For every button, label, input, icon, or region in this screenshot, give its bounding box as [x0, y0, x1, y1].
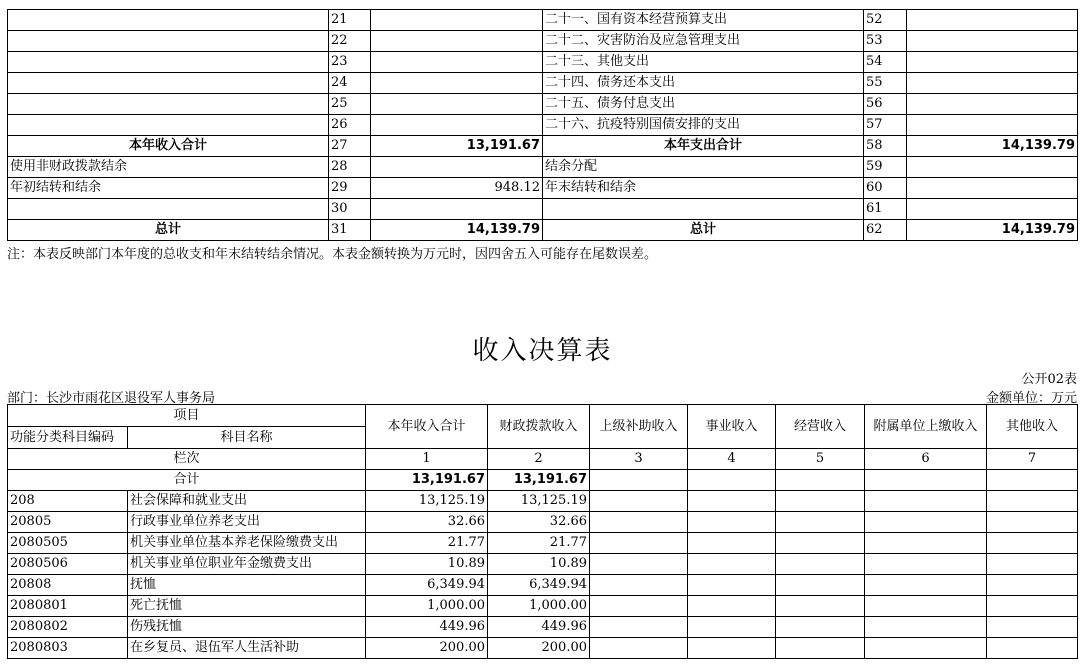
empty-cell	[590, 596, 688, 617]
income-total: 1,000.00	[366, 596, 488, 617]
col-index-4: 4	[688, 449, 776, 470]
table-row	[8, 491, 1078, 512]
table-row	[8, 575, 1078, 596]
empty-cell	[776, 512, 865, 533]
income-total: 200.00	[366, 638, 488, 659]
right-item: 结余分配	[543, 157, 864, 178]
col-index-5: 5	[776, 449, 865, 470]
left-amount	[371, 157, 543, 178]
empty-cell	[987, 617, 1078, 638]
income-total: 6,349.94	[366, 575, 488, 596]
right-line-no: 60	[864, 178, 907, 199]
total-col-2: 13,191.67	[488, 470, 590, 491]
right-amount	[907, 115, 1078, 136]
empty-cell	[865, 491, 987, 512]
total-col-7	[987, 470, 1078, 491]
table-row	[8, 617, 1078, 638]
header-col-5: 经营收入	[776, 405, 865, 449]
empty-cell	[688, 533, 776, 554]
left-line-no: 21	[329, 10, 371, 31]
right-item: 二十一、国有资本经营预算支出	[543, 10, 864, 31]
left-amount: 948.12	[371, 178, 543, 199]
left-line-no: 29	[329, 178, 371, 199]
income-total: 449.96	[366, 617, 488, 638]
col-index-1: 1	[366, 449, 488, 470]
page-title: 收入决算表	[472, 336, 613, 366]
right-line-no: 56	[864, 94, 907, 115]
header-col-4: 事业收入	[688, 405, 776, 449]
fiscal-income: 1,000.00	[488, 596, 590, 617]
total-col-5	[776, 470, 865, 491]
table-row	[8, 512, 1078, 533]
table-row	[8, 52, 1078, 73]
empty-cell	[590, 617, 688, 638]
right-line-no: 54	[864, 52, 907, 73]
empty-cell	[688, 596, 776, 617]
left-amount	[371, 199, 543, 220]
table-row	[8, 554, 1078, 575]
left-item	[8, 52, 329, 73]
income-total: 13,125.19	[366, 491, 488, 512]
subject-name: 机关事业单位基本养老保险缴费支出	[128, 533, 366, 554]
total-label: 合计	[8, 470, 366, 491]
header-col-7: 其他收入	[987, 405, 1078, 449]
empty-cell	[776, 554, 865, 575]
left-line-no: 26	[329, 115, 371, 136]
table-row	[8, 533, 1078, 554]
left-amount	[371, 73, 543, 94]
table-row	[8, 94, 1078, 115]
empty-cell	[987, 596, 1078, 617]
income-table	[7, 404, 1078, 659]
left-amount	[371, 52, 543, 73]
table-row	[8, 115, 1078, 136]
income-total: 32.66	[366, 512, 488, 533]
right-item	[543, 199, 864, 220]
right-line-no: 53	[864, 31, 907, 52]
header-col-3: 上级补助收入	[590, 405, 688, 449]
table-note: 注：本表反映部门本年度的总收支和年末结转结余情况。本表金额转换为万元时，因四舍五入可能存在尾数误差。	[7, 247, 658, 262]
header-name: 科目名称	[128, 427, 366, 449]
empty-cell	[987, 512, 1078, 533]
fiscal-income: 6,349.94	[488, 575, 590, 596]
right-line-no: 59	[864, 157, 907, 178]
department-label: 部门：长沙市雨花区退役军人事务局	[7, 391, 216, 406]
right-amount	[907, 52, 1078, 73]
total-col-6	[865, 470, 987, 491]
empty-cell	[590, 575, 688, 596]
left-item	[8, 94, 329, 115]
empty-cell	[987, 638, 1078, 659]
fiscal-income: 10.89	[488, 554, 590, 575]
left-line-no: 23	[329, 52, 371, 73]
table-row	[8, 73, 1078, 94]
left-amount	[371, 94, 543, 115]
empty-cell	[688, 512, 776, 533]
right-amount	[907, 199, 1078, 220]
left-amount	[371, 10, 543, 31]
right-amount	[907, 94, 1078, 115]
right-amount	[907, 31, 1078, 52]
fiscal-income: 21.77	[488, 533, 590, 554]
right-item: 年末结转和结余	[543, 178, 864, 199]
left-item: 总计	[8, 220, 329, 241]
left-line-no: 31	[329, 220, 371, 241]
left-item	[8, 31, 329, 52]
table-row	[8, 638, 1078, 659]
subject-name: 机关事业单位职业年金缴费支出	[128, 554, 366, 575]
right-item: 二十六、抗疫特别国债安排的支出	[543, 115, 864, 136]
right-item: 二十五、债务付息支出	[543, 94, 864, 115]
empty-cell	[590, 512, 688, 533]
col-index-3: 3	[590, 449, 688, 470]
right-amount	[907, 157, 1078, 178]
table-row	[8, 178, 1078, 199]
empty-cell	[776, 596, 865, 617]
table-row	[8, 10, 1078, 31]
right-amount: 14,139.79	[907, 136, 1078, 157]
empty-cell	[865, 596, 987, 617]
left-item	[8, 115, 329, 136]
left-amount: 14,139.79	[371, 220, 543, 241]
total-col-1: 13,191.67	[366, 470, 488, 491]
empty-cell	[688, 554, 776, 575]
total-col-4	[688, 470, 776, 491]
total-col-3	[590, 470, 688, 491]
table-row	[8, 596, 1078, 617]
subject-code: 20805	[8, 512, 128, 533]
subject-name: 死亡抚恤	[128, 596, 366, 617]
col-index-label: 栏次	[8, 449, 366, 470]
header-col-2: 财政拨款收入	[488, 405, 590, 449]
empty-cell	[590, 491, 688, 512]
empty-cell	[987, 575, 1078, 596]
empty-cell	[865, 533, 987, 554]
empty-cell	[865, 512, 987, 533]
left-item	[8, 10, 329, 31]
empty-cell	[987, 491, 1078, 512]
left-line-no: 22	[329, 31, 371, 52]
col-index-7: 7	[987, 449, 1078, 470]
empty-cell	[776, 575, 865, 596]
left-amount: 13,191.67	[371, 136, 543, 157]
subject-code: 2080506	[8, 554, 128, 575]
empty-cell	[865, 617, 987, 638]
left-item: 本年收入合计	[8, 136, 329, 157]
right-line-no: 62	[864, 220, 907, 241]
left-line-no: 24	[329, 73, 371, 94]
empty-cell	[776, 617, 865, 638]
header-col-1: 本年收入合计	[366, 405, 488, 449]
table-row	[8, 220, 1078, 241]
left-item: 年初结转和结余	[8, 178, 329, 199]
fiscal-income: 32.66	[488, 512, 590, 533]
subject-code: 2080801	[8, 596, 128, 617]
subject-code: 208	[8, 491, 128, 512]
header-item: 项目	[8, 405, 366, 427]
empty-cell	[590, 638, 688, 659]
left-line-no: 27	[329, 136, 371, 157]
table-row	[8, 31, 1078, 52]
empty-cell	[865, 575, 987, 596]
empty-cell	[987, 554, 1078, 575]
right-line-no: 55	[864, 73, 907, 94]
right-item: 本年支出合计	[543, 136, 864, 157]
right-amount	[907, 10, 1078, 31]
income-total: 21.77	[366, 533, 488, 554]
form-code: 公开02表	[1021, 372, 1077, 387]
left-item: 使用非财政拨款结余	[8, 157, 329, 178]
fiscal-income: 13,125.19	[488, 491, 590, 512]
subject-code: 2080505	[8, 533, 128, 554]
right-line-no: 57	[864, 115, 907, 136]
right-amount: 14,139.79	[907, 220, 1078, 241]
table-row	[8, 199, 1078, 220]
left-line-no: 28	[329, 157, 371, 178]
right-item: 二十二、灾害防治及应急管理支出	[543, 31, 864, 52]
right-item: 二十四、债务还本支出	[543, 73, 864, 94]
right-line-no: 58	[864, 136, 907, 157]
right-item: 二十三、其他支出	[543, 52, 864, 73]
empty-cell	[688, 575, 776, 596]
table-row	[8, 136, 1078, 157]
subject-name: 伤残抚恤	[128, 617, 366, 638]
right-amount	[907, 178, 1078, 199]
empty-cell	[776, 491, 865, 512]
empty-cell	[987, 533, 1078, 554]
empty-cell	[688, 491, 776, 512]
subject-name: 在乡复员、退伍军人生活补助	[128, 638, 366, 659]
right-line-no: 52	[864, 10, 907, 31]
empty-cell	[865, 638, 987, 659]
empty-cell	[865, 554, 987, 575]
header-code: 功能分类科目编码	[8, 427, 128, 449]
fiscal-income: 200.00	[488, 638, 590, 659]
fiscal-income: 449.96	[488, 617, 590, 638]
income-total: 10.89	[366, 554, 488, 575]
subject-code: 2080803	[8, 638, 128, 659]
empty-cell	[590, 554, 688, 575]
left-line-no: 25	[329, 94, 371, 115]
left-item	[8, 199, 329, 220]
col-index-2: 2	[488, 449, 590, 470]
subject-code: 2080802	[8, 617, 128, 638]
empty-cell	[688, 617, 776, 638]
subject-name: 社会保障和就业支出	[128, 491, 366, 512]
summary-table	[7, 9, 1078, 241]
left-amount	[371, 31, 543, 52]
right-line-no: 61	[864, 199, 907, 220]
left-line-no: 30	[329, 199, 371, 220]
empty-cell	[590, 533, 688, 554]
table-row	[8, 157, 1078, 178]
empty-cell	[776, 638, 865, 659]
empty-cell	[688, 638, 776, 659]
col-index-6: 6	[865, 449, 987, 470]
right-item: 总计	[543, 220, 864, 241]
unit-label: 金额单位：万元	[985, 391, 1077, 406]
left-amount	[371, 115, 543, 136]
header-col-6: 附属单位上缴收入	[865, 405, 987, 449]
empty-cell	[776, 533, 865, 554]
subject-code: 20808	[8, 575, 128, 596]
right-amount	[907, 73, 1078, 94]
left-item	[8, 73, 329, 94]
subject-name: 抚恤	[128, 575, 366, 596]
subject-name: 行政事业单位养老支出	[128, 512, 366, 533]
